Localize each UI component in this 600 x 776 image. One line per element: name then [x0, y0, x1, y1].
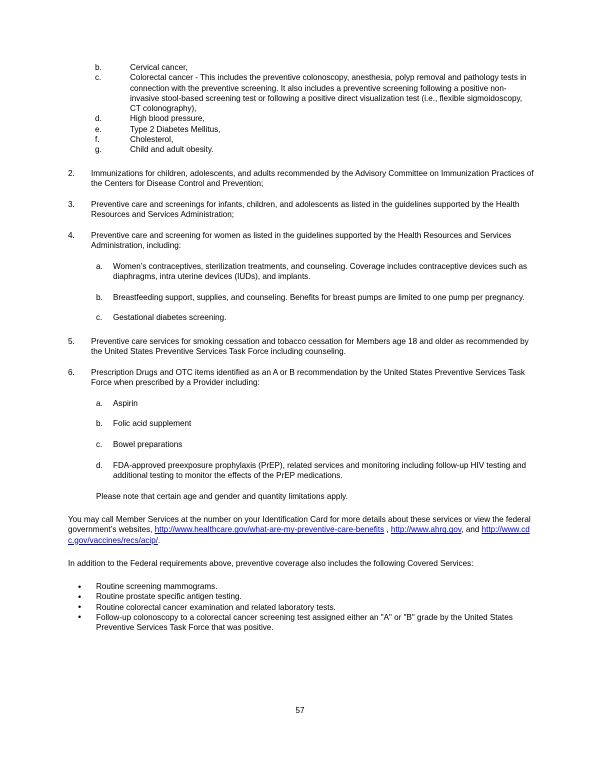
- numbered-item-6: [68, 368, 535, 389]
- link-separator: , and: [461, 525, 482, 535]
- sub-item-6d: [68, 461, 535, 482]
- list-marker: 4.: [68, 230, 75, 240]
- link-separator: ,: [384, 525, 391, 535]
- list-item-text: Cholesterol,: [130, 135, 174, 145]
- sub-item-4b: [68, 293, 535, 303]
- list-item-text: High blood pressure,: [130, 114, 205, 124]
- list-marker: f.: [95, 135, 100, 145]
- member-services-paragraph: [68, 515, 535, 546]
- list-marker: c.: [96, 439, 103, 449]
- list-marker: g.: [95, 145, 102, 155]
- bullet-icon: •: [78, 612, 82, 623]
- list-marker: c.: [96, 313, 103, 323]
- bullet-icon: •: [78, 581, 82, 592]
- list-marker: d.: [96, 460, 103, 470]
- list-item: [68, 73, 535, 114]
- spacer: [68, 303, 535, 313]
- spacer: [68, 388, 535, 398]
- list-item: [68, 114, 535, 124]
- page-number: 57: [295, 706, 305, 715]
- conditions-list: [68, 63, 535, 156]
- list-item-text: Routine colorectal cancer examination and related laboratory tests.: [96, 602, 336, 612]
- spacer: [68, 569, 535, 582]
- paragraph-terminator: .: [157, 535, 161, 545]
- prep-limitations-note: Please note that certain age and gender and quantity limitations apply.: [96, 491, 348, 501]
- page-content: [68, 63, 535, 634]
- spacer: [68, 220, 535, 230]
- list-item-text: Routine screening mammograms.: [96, 582, 218, 592]
- numbered-item-4: [68, 231, 535, 252]
- list-marker: b.: [96, 419, 103, 429]
- additional-coverage-intro: In addition to the Federal requirements above, preventive coverage also includes the following Covered Services:: [68, 558, 474, 568]
- list-item: [68, 592, 535, 602]
- spacer: [68, 450, 535, 460]
- list-marker: b.: [95, 63, 102, 72]
- sub-item-6b: [68, 419, 535, 429]
- list-item-text: Women’s contraceptives, sterilization treatments, and counseling. Coverage includes contraceptive devices such as diaphragms, intra uterine devices (IUDs), and implants.: [113, 261, 528, 281]
- spacer: [68, 430, 535, 440]
- list-marker: c.: [95, 73, 102, 83]
- numbered-item-2: [68, 169, 535, 190]
- sub-item-4c: [68, 313, 535, 323]
- spacer: [68, 357, 535, 367]
- list-item-text: Child and adult obesity.: [130, 145, 214, 155]
- spacer: [68, 189, 535, 199]
- list-item: [68, 582, 535, 592]
- list-item-text: Type 2 Diabetes Mellitus,: [130, 124, 221, 134]
- list-item-text: Colorectal cancer - This includes the preventive colonoscopy, anesthesia, polyp removal and pathology tests in connection with the preventive screening. It also includes a preventive screening following a positive non-invasive stool-based screening test or following a positive direct visualization test (i.e., flexible sigmoidoscopy, CT colonography),: [130, 73, 527, 114]
- sub-item-6c: [68, 440, 535, 450]
- list-item-text: Folic acid supplement: [113, 419, 192, 429]
- list-item-text: FDA-approved preexposure prophylaxis (PrEP), related services and monitoring including follow-up HIV testing and additional testing to monitor the effects of the PrEP medications.: [113, 460, 526, 480]
- list-item-text: Routine prostate specific antigen testing.: [96, 592, 242, 602]
- list-marker: d.: [95, 114, 102, 124]
- bullet-icon: •: [78, 602, 82, 613]
- sub-item-4a: [68, 262, 535, 283]
- bullet-icon: •: [78, 591, 82, 602]
- list-item-text: Follow-up colonoscopy to a colorectal cancer screening test assigned either an "A" or "B" grade by the United States Preventive Services Task Force that was positive.: [96, 612, 513, 633]
- list-item: [68, 613, 535, 634]
- numbered-item-5: [68, 337, 535, 358]
- list-item-text: Bowel preparations: [113, 439, 183, 449]
- list-marker: a.: [96, 261, 103, 271]
- spacer: [68, 409, 535, 419]
- list-item: [68, 603, 535, 613]
- spacer: [68, 251, 535, 261]
- list-item-text: Gestational diabetes screening.: [113, 313, 227, 323]
- list-item: [68, 125, 535, 135]
- healthcare-gov-link[interactable]: http://www.healthcare.gov/what-are-my-preventive-care-benefits: [154, 525, 385, 535]
- member-services-lead-text: You may call Member Services at the number on your Identification Card for more details about these services or view the federal government’s websites,: [68, 514, 531, 535]
- list-item: [68, 63, 535, 73]
- list-marker: 5.: [68, 336, 75, 346]
- list-item-text: Breastfeeding support, supplies, and counseling. Benefits for breast pumps are limited to one pump per pregnancy.: [113, 292, 525, 302]
- list-item: [68, 145, 535, 155]
- list-item-text: Aspirin: [113, 398, 138, 408]
- spacer: [68, 156, 535, 169]
- list-marker: b.: [96, 292, 103, 302]
- spacer: [68, 546, 535, 559]
- list-marker: 6.: [68, 367, 75, 377]
- spacer: [68, 324, 535, 337]
- list-item-text: Preventive care and screening for women as listed in the guidelines supported by the Health Resources and Services Administration, including:: [91, 230, 512, 250]
- list-item-text: Immunizations for children, adolescents, and adults recommended by the Advisory Committee on Immunization Practices of the Centers for Disease Control and Prevention;: [91, 168, 534, 188]
- spacer: [68, 481, 535, 491]
- list-item-text: Cervical cancer,: [130, 63, 188, 72]
- list-marker: 3.: [68, 199, 75, 209]
- numbered-item-3: [68, 200, 535, 221]
- list-item-text: Prescription Drugs and OTC items identified as an A or B recommendation by the United States Preventive Services Task Force when prescribed by a Provider including:: [91, 367, 525, 387]
- sub-item-6a: [68, 399, 535, 409]
- spacer: [68, 502, 535, 515]
- spacer: [68, 282, 535, 292]
- covered-services-bullet-list: [68, 582, 535, 633]
- list-item-text: Preventive care and screenings for infants, children, and adolescents as listed in the guidelines supported by the Health Resources and Services Administration;: [91, 199, 520, 219]
- list-marker: 2.: [68, 168, 75, 178]
- cdc-gov-acip-link[interactable]: http://www.cdc.gov/vaccines/recs/acip/: [68, 525, 530, 545]
- list-item: [68, 135, 535, 145]
- ahrq-gov-link[interactable]: http://www.ahrq.gov: [390, 525, 462, 535]
- list-item-text: Preventive care services for smoking cessation and tobacco cessation for Members age 18 and older as recommended by the United States Preventive Services Task Force including counseling.: [91, 336, 529, 356]
- list-marker: e.: [95, 124, 102, 134]
- list-marker: a.: [96, 398, 103, 408]
